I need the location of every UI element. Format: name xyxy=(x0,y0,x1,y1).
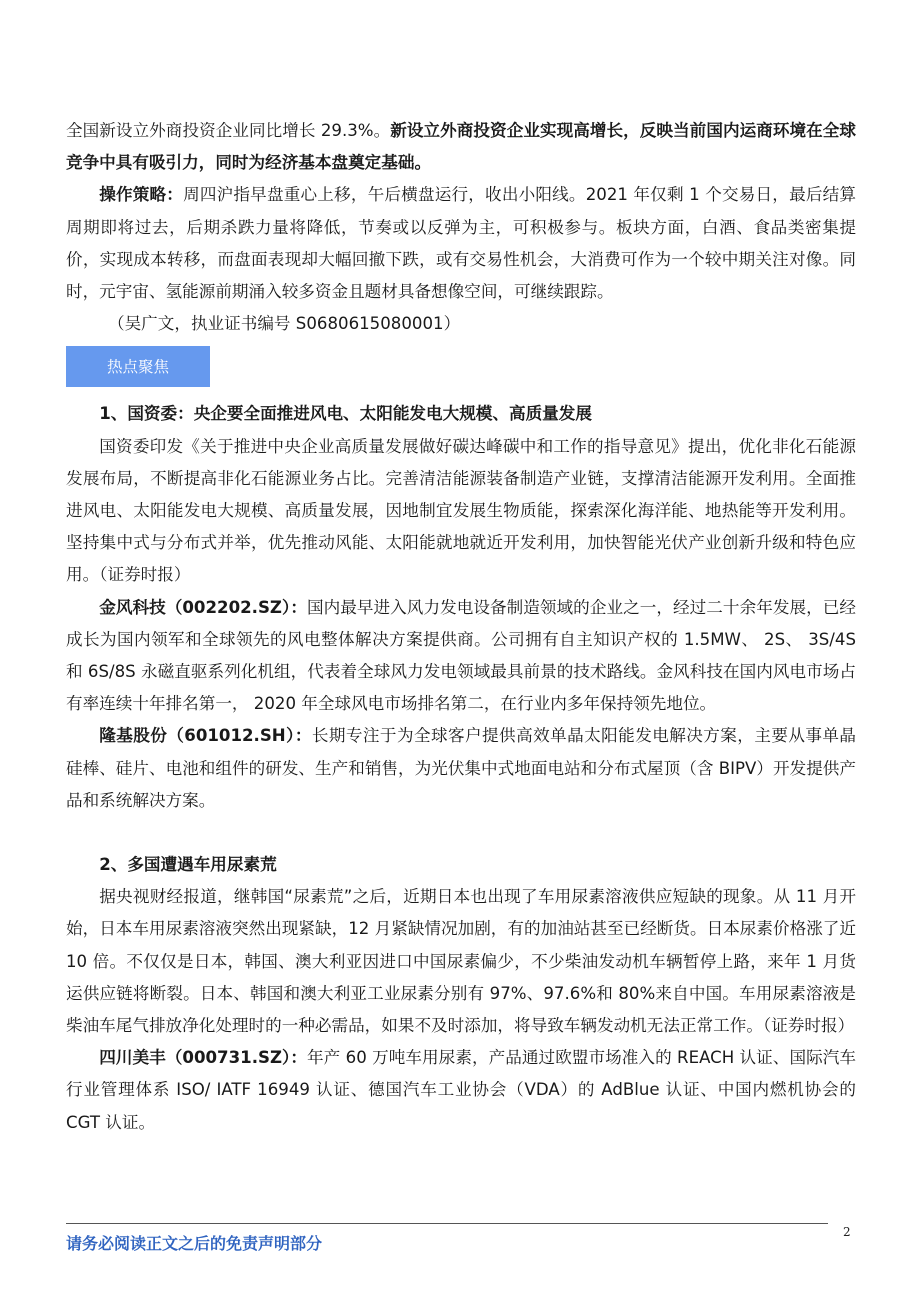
section2-stock1 xyxy=(66,1042,856,1139)
section1-stock2 xyxy=(66,720,856,817)
section1-stock1 xyxy=(66,592,856,721)
disclaimer-notice: 请务必阅读正文之后的免责声明部分 xyxy=(66,1234,323,1253)
intro-bold-text: 新设立外商投资企业实现高增长，反映当前国内运商环境在全球竞争中具有吸引力，同时为经济基本盘奠定基础。 xyxy=(66,121,856,173)
section1-body: 国资委印发《关于推进中央企业高质量发展做好碳达峰碳中和工作的指导意见》提出，优化非化石能源发展布局，不断提高非化石能源业务占比。完善清洁能源装备制造产业链，支撑清洁能源开发利用。全面推进风电、太阳能发电大规模、高质量发展，因地制宜发展生物质能，探索深化海洋能、地热能等开发利用。坚持集中式与分布式并举，优先推动风能、太阳能就地就近开发利用，加快智能光伏产业创新升级和特色应用。（证券时报） xyxy=(66,436,856,585)
stock-name-longi: 隆基股份（601012.SH）： xyxy=(99,726,312,746)
stock-name-meifeng: 四川美丰（000731.SZ）： xyxy=(99,1048,308,1068)
author-line: （吴广文，执业证书编号 S0680615080001） xyxy=(108,314,461,334)
stock-text-meifeng: 年产 60 万吨车用尿素，产品通过欧盟市场准入的 REACH 认证、国际汽车行业管理体系 ISO/ IATF 16949 认证、德国汽车工业协会（VDA）的 AdBlue 认证、中国内燃机协会的 CGT 认证。 xyxy=(66,1048,856,1132)
strategy-colon: ： xyxy=(166,185,184,205)
report-body xyxy=(66,115,856,1139)
section2-body: 据央视财经报道，继韩国“尿素荒”之后，近期日本也出现了车用尿素溶液供应短缺的现象。从 11 月开始，日本车用尿素溶液突然出现紧缺，12 月紧缺情况加剧，有的加油站甚至已经断货。日本尿素价格涨了近 10 倍。不仅仅是日本，韩国、澳大利亚因进口中国尿素偏少，不少柴油发动机车辆暂停上路，来年 1 月货运供应链将断裂。日本、韩国和澳大利亚工业尿素分别有 97%、97.6%和 80%来自中国。车用尿素溶液是柴油车尾气排放净化处理时的一种必需品，如果不及时添加，将导致车辆发动机无法正常工作。（证券时报） xyxy=(66,887,856,1036)
section-spacer xyxy=(66,817,856,849)
strategy-paragraph xyxy=(66,179,856,308)
stock-text-longi: 长期专注于为全球客户提供高效单晶太阳能发电解决方案，主要从事单晶硅棒、硅片、电池和组件的研发、生产和销售，为光伏集中式地面电站和分布式屋顶（含 BIPV）开发提供产品和系统解决方案。 xyxy=(66,726,856,810)
strategy-label: 操作策略 xyxy=(99,185,167,205)
strategy-text: 周四沪指早盘重心上移，午后横盘运行，收出小阳线。2021 年仅剩 1 个交易日，最后结算周期即将过去，后期杀跌力量将降低，节奏或以反弹为主，可积极参与。板块方面，白酒、食品类密集提价，实现成本转移，而盘面表现却大幅回撤下跌，或有交易性机会，大消费可作为一个较中期关注对像。同时，元宇宙、氢能源前期涌入较多资金且题材具备想像空间，可继续跟踪。 xyxy=(66,185,857,302)
intro-paragraph xyxy=(66,115,856,179)
section2-title: 2、多国遭遇车用尿素荒 xyxy=(99,855,277,875)
hot-topics-banner: 热点聚焦 xyxy=(66,346,210,387)
stock-text-goldwind: 国内最早进入风力发电设备制造领域的企业之一，经过二十余年发展，已经成长为国内领军和全球领先的风电整体解决方案提供商。公司拥有自主知识产权的 1.5MW、 2S、 3S/4S 和 6S/8S 永磁直驱系列化机组，代表着全球风力发电领域最具前景的技术路线。金风科技在国内风电市场占有率连续十年排名第一， 2020 年全球风电市场排名第二，在行业内多年保持领先地位。 xyxy=(66,597,856,714)
footer-divider xyxy=(66,1223,828,1224)
intro-text: 全国新设立外商投资企业同比增长 29.3%。 xyxy=(66,121,391,140)
page-number: 2 xyxy=(843,1225,851,1239)
stock-name-goldwind: 金风科技（002202.SZ）： xyxy=(99,597,307,617)
section1-title: 1、国资委：央企要全面推进风电、太阳能发电大规模、高质量发展 xyxy=(99,404,592,424)
